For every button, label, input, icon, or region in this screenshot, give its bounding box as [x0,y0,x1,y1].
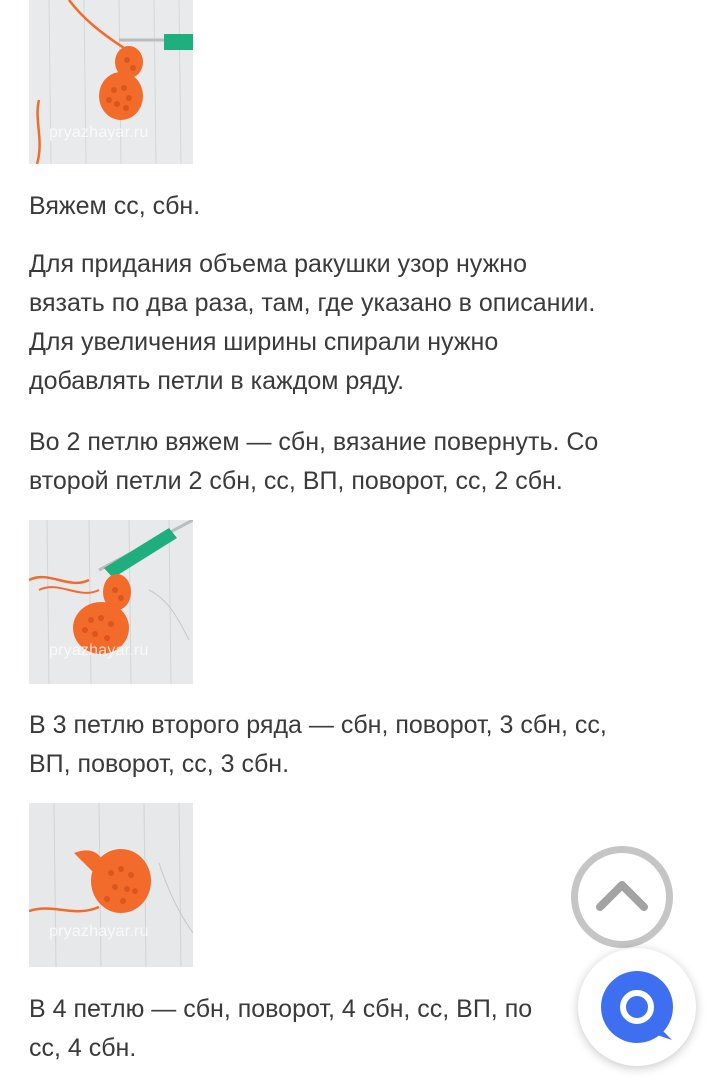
scroll-to-top-button[interactable] [571,846,673,948]
paragraph-2: Для придания объема ракушки узор нужно вязать по два раза, там, где указано в описании. Для увеличения ширины спирали нужно добавлять петли в каждом ряду. [29,250,596,395]
paragraph-3: Во 2 петлю вяжем — сбн, вязание повернуть. Со второй петли 2 сбн, сс, ВП, поворот, сс, 2 сбн. [29,428,599,495]
chevron-up-icon [578,853,666,941]
photo-watermark: pryazhayar.ru [49,642,149,659]
crochet-step-photo-3[interactable] [29,803,193,967]
paragraph-5: В 4 петлю — сбн, поворот, 4 сбн, сс, ВП, по сс, 4 сбн. [29,995,533,1062]
paragraph-1: Вяжем сс, сбн. [29,192,201,220]
photo-3-graphic [29,803,193,967]
paragraph-4: В 3 петлю второго ряда — сбн, поворот, 3 сбн, сс, ВП, поворот, сс, 3 сбн. [29,711,607,778]
photo-watermark: pryazhayar.ru [49,923,149,940]
chat-button[interactable] [578,948,696,1066]
crochet-step-photo-2[interactable] [29,520,193,684]
photo-watermark: pryazhayar.ru [49,124,149,141]
crochet-step-photo-1[interactable] [29,0,193,164]
chat-bubble-icon [578,948,696,1066]
